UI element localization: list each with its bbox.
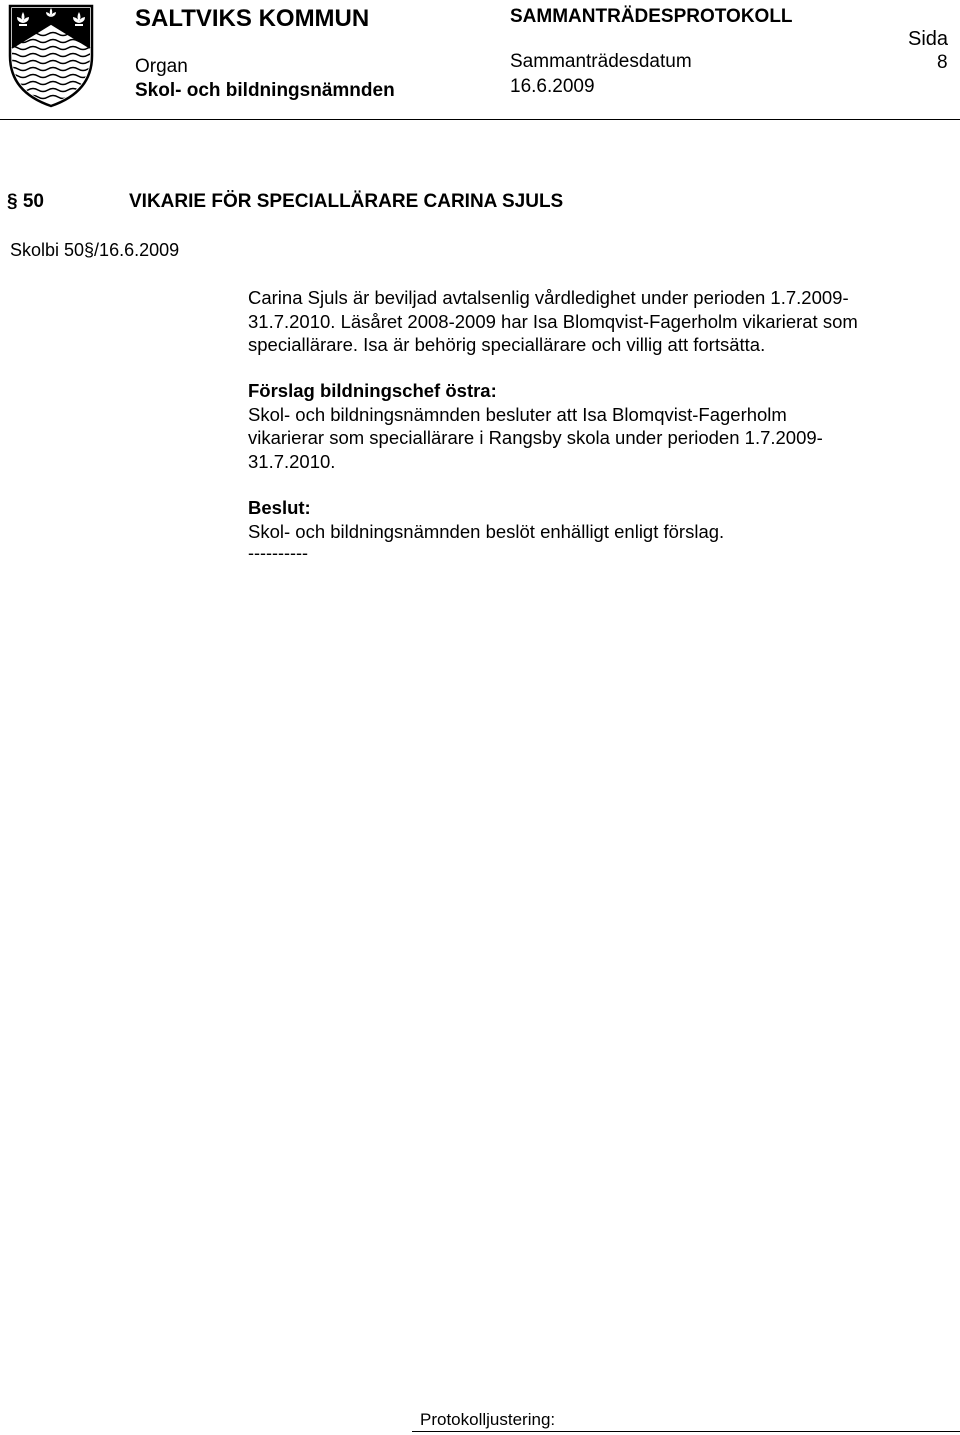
proposal-paragraph — [248, 379, 938, 473]
organ-label: Organ — [135, 56, 188, 77]
section-number: 50 — [22, 191, 44, 212]
decision-paragraph — [248, 496, 938, 543]
page-label: Sida — [908, 28, 949, 50]
page-number: 8 — [937, 52, 948, 73]
municipality-name: SALTVIKS KOMMUN — [135, 5, 370, 32]
minutes-adjustment-label: Protokolljustering: — [420, 1410, 556, 1429]
intro-paragraph — [248, 286, 938, 357]
organ-value: Skol- och bildningsnämnden — [135, 80, 395, 101]
header-divider — [0, 119, 960, 120]
intro-line: Carina Sjuls är beviljad avtalsenlig vårdledighet under perioden 1.7.2009- — [248, 287, 849, 308]
meeting-date-value: 16.6.2009 — [510, 76, 595, 97]
section-title: VIKARIE FÖR SPECIALLÄRARE CARINA SJULS — [129, 191, 564, 212]
decision-label: Beslut: — [248, 497, 311, 518]
intro-line: speciallärare. Isa är behörig speciallärare och villig att fortsätta. — [248, 334, 766, 355]
document-type: SAMMANTRÄDESPROTOKOLL — [510, 6, 793, 27]
section-symbol: § — [7, 191, 18, 212]
coat-of-arms-icon — [8, 4, 94, 108]
proposal-line: vikarierar som speciallärare i Rangsby skola under perioden 1.7.2009- — [248, 427, 823, 448]
decision-text: Skol- och bildningsnämnden beslöt enhälligt enligt förslag. — [248, 520, 725, 542]
footer-divider — [412, 1431, 960, 1432]
section-heading — [7, 191, 564, 213]
proposal-line: 31.7.2010. — [248, 450, 336, 472]
separator-dashes: ---------- — [248, 543, 308, 563]
intro-line: 31.7.2010. Läsåret 2008-2009 har Isa Blomqvist-Fagerholm vikarierat som — [248, 310, 858, 332]
proposal-line: Skol- och bildningsnämnden besluter att Isa Blomqvist-Fagerholm — [248, 403, 787, 425]
section-reference: Skolbi 50§/16.6.2009 — [10, 240, 180, 260]
proposal-label: Förslag bildningschef östra: — [248, 380, 497, 401]
meeting-date-label: Sammanträdesdatum — [510, 51, 692, 72]
